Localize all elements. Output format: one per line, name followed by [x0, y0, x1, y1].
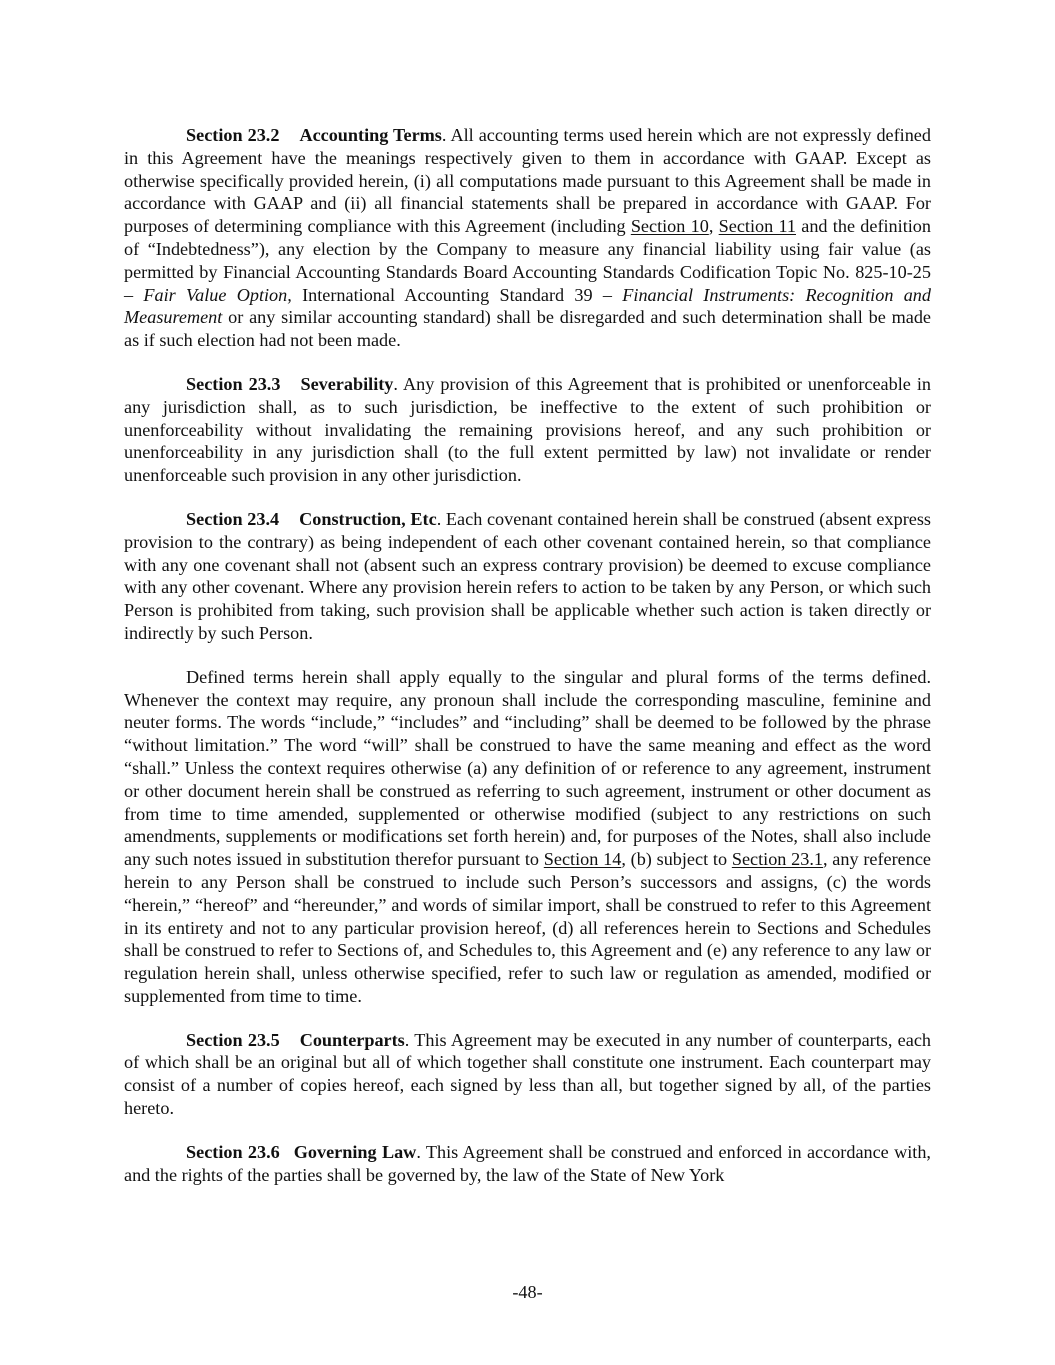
section-heading: Construction, Etc [299, 508, 437, 529]
section-text: International Accounting Standard 39 – [291, 284, 623, 305]
section-number: Section 23.2 [186, 125, 280, 145]
section-heading: Severability [300, 373, 394, 394]
section-heading: Governing Law [293, 1141, 417, 1162]
section-link-23-1[interactable]: Section 23.1 [731, 849, 823, 870]
section-23-5 [124, 1029, 931, 1120]
defined-terms-paragraph [124, 666, 931, 1008]
paragraph-text: , (b) subject to [621, 849, 732, 870]
section-23-2 [124, 124, 931, 352]
section-text: , [708, 216, 719, 237]
paragraph-text: Defined terms herein shall apply equally to the singular and plural forms of the terms defined. Whenever the context may require, any pronoun shall include the corresponding masculine, feminine and neuter forms. The words “include,” “includes” and “including” shall be deemed to be followed by the phrase “without limitation.” The word “will” shall be construed to have the same meaning and effect as the word “shall.” Unless the context requires otherwise (a) any definition of or reference to any agreement, instrument or other document herein shall be construed as referring to such agreement, instrument or other document as from time to time amended, supplemented or otherwise modified (subject to any restrictions on such amendments, supplements or modifications set forth herein) and, for purposes of the Notes, shall also include any such notes issued in substitution therefor pursuant to [124, 666, 931, 870]
section-link-14[interactable]: Section 14 [543, 849, 622, 870]
section-text: or any similar accounting standard) shall be disregarded and such determination shall be made as if such election had not been made. [124, 307, 931, 351]
section-text: and the definition of “Indebtedness”), any election by the Company to measure any financial liability using fair value (as permitted by Financial Accounting Standards Board Accounting Standards Codification Topic No. 825-10-25 – [124, 216, 931, 305]
document-page [124, 124, 931, 1207]
section-text: . This Agreement shall be construed and enforced in accordance with, and the rights of the parties shall be governed by, the law of the State of New York [124, 1141, 931, 1185]
section-text: . This Agreement may be executed in any number of counterparts, each of which shall be an original but all of which together shall constitute one instrument. Each counterpart may consist of a number of copies hereof, each signed by less than all, but together signed by all, of the parties hereto. [124, 1029, 931, 1119]
section-heading: Counterparts [299, 1029, 405, 1050]
section-text: . Each covenant contained herein shall be construed (absent express provision to the contrary) as being independent of each other covenant contained herein, so that compliance with any one covenant shall not (absent such an express contrary provision) be deemed to excuse compliance with any other covenant. Where any provision herein refers to action to be taken by any Person, or which such Person is prohibited from taking, such provision shall be applicable whether such action is taken directly or indirectly by such Person. [124, 508, 931, 643]
section-text: . Any provision of this Agreement that is prohibited or unenforceable in any jurisdiction shall, as to such jurisdiction, be ineffective to the extent of such prohibition or unenforceability without invalidating the remaining provisions hereof, and any such prohibition or unenforceability in any jurisdiction shall (to the full extent permitted by law) not invalidate or render unenforceable such provision in any other jurisdiction. [124, 373, 931, 486]
page-number: -48- [512, 1282, 543, 1302]
italic-term: Financial Instruments: Recognition and Measurement [124, 284, 931, 328]
section-23-6 [124, 1141, 931, 1187]
section-number: Section 23.3 [186, 373, 281, 394]
section-23-4 [124, 508, 931, 645]
section-link-11[interactable]: Section 11 [718, 216, 796, 237]
section-heading: Accounting Terms [299, 125, 442, 145]
section-text: . All accounting terms used herein which are not expressly defined in this Agreement have the meanings respectively given to them in accordance with GAAP. Except as otherwise specifically provided herein, (i) all computations made pursuant to this Agreement shall be made in accordance with GAAP and (ii) all financial statements shall be prepared in accordance with GAAP. For purposes of determining compliance with this Agreement (including [124, 125, 931, 237]
section-link-10[interactable]: Section 10 [630, 216, 709, 237]
section-number: Section 23.4 [186, 508, 280, 529]
section-number: Section 23.5 [186, 1029, 280, 1050]
section-number: Section 23.6 [186, 1141, 280, 1162]
paragraph-text: , any reference herein to any Person shall be construed to include such Person’s successors and assigns, (c) the words “herein,” “hereof” and “hereunder,” and words of similar import, shall be construed to refer to this Agreement in its entirety and not to any particular provision hereof, (d) all references herein to Sections and Schedules shall be construed to refer to Sections of, and Schedules to, this Agreement and (e) any reference to any law or regulation herein shall, unless otherwise specified, refer to such law or regulation as amended, modified or supplemented from time to time. [124, 849, 931, 1006]
section-23-3 [124, 373, 931, 487]
italic-term: Fair Value Option, [143, 284, 292, 305]
